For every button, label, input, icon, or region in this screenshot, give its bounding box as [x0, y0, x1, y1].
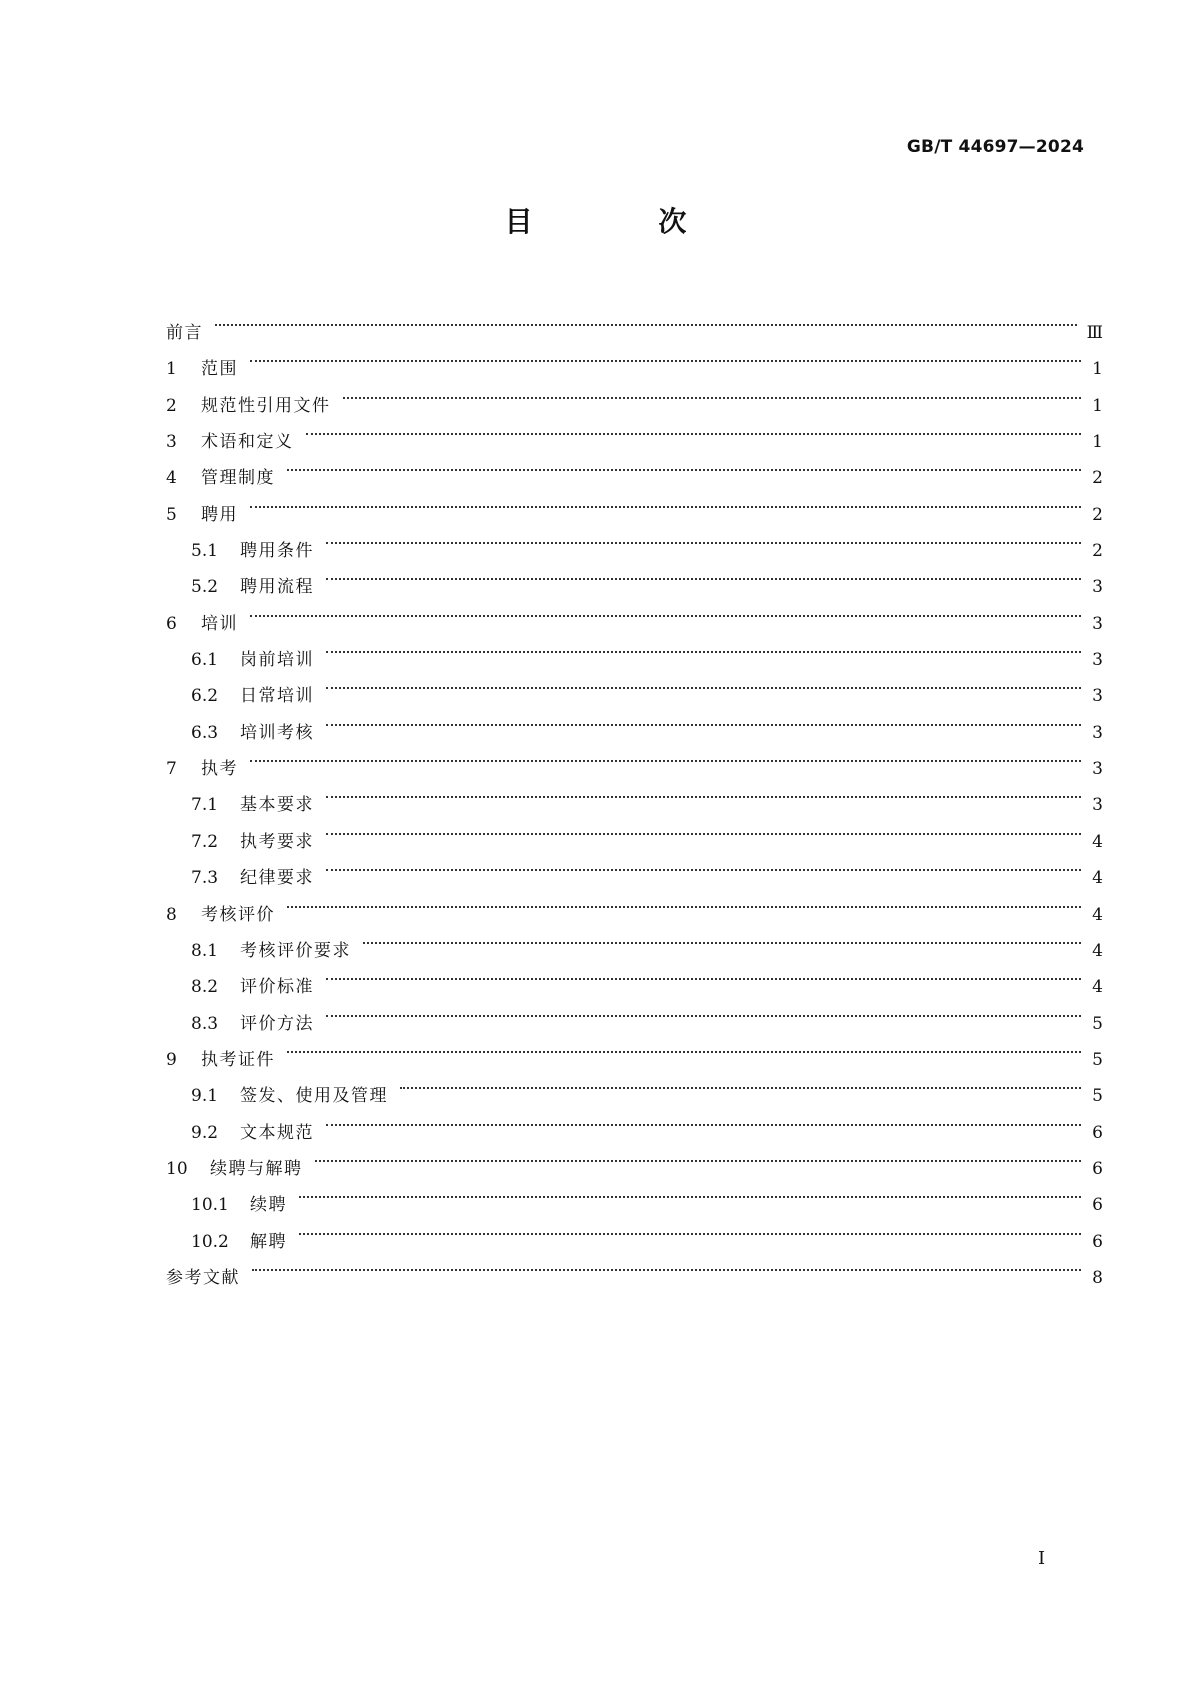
toc-dot-leader — [363, 920, 1081, 956]
toc-entry-page: 4 — [1092, 904, 1103, 925]
toc-entry-number: 1 — [166, 359, 177, 380]
toc-entry[interactable] — [166, 302, 1103, 343]
toc-dot-leader — [250, 484, 1081, 520]
toc-dot-leader — [299, 1211, 1081, 1247]
toc-entry-page: Ⅲ — [1086, 323, 1103, 343]
toc-entry-label: 聘用条件 — [240, 541, 314, 562]
toc-entry-page: 3 — [1092, 759, 1103, 780]
toc-entry[interactable] — [166, 338, 1103, 380]
toc-entry-page: 3 — [1092, 722, 1103, 743]
toc-entry[interactable] — [166, 520, 1103, 562]
toc-entry-label: 术语和定义 — [201, 432, 294, 453]
toc-entry-label: 规范性引用文件 — [201, 395, 331, 416]
toc-entry-page: 1 — [1092, 432, 1103, 453]
toc-entry-label: 评价标准 — [240, 977, 314, 998]
toc-entry-label: 执考 — [201, 759, 238, 780]
toc-entry[interactable] — [166, 738, 1103, 780]
toc-entry-page: 2 — [1092, 468, 1103, 489]
toc-entry-number: 9.2 — [191, 1122, 219, 1143]
toc-dot-leader — [326, 1102, 1081, 1138]
toc-entry-label: 前言 — [166, 323, 203, 343]
toc-dot-leader — [287, 1029, 1081, 1065]
toc-entry[interactable] — [166, 1065, 1103, 1107]
toc-dot-leader — [326, 665, 1081, 701]
toc-entry[interactable] — [166, 375, 1103, 416]
toc-entry-number: 6.2 — [191, 686, 219, 707]
toc-entry-page: 2 — [1092, 504, 1103, 525]
toc-dot-leader — [250, 593, 1081, 629]
toc-dot-leader — [326, 811, 1081, 847]
toc-entry-number: 9 — [166, 1049, 177, 1070]
toc-entry-page: 1 — [1092, 359, 1103, 380]
toc-dot-leader — [326, 629, 1081, 665]
toc-entry-label: 解聘 — [250, 1231, 287, 1252]
page-title: 目 次 — [504, 205, 745, 238]
toc-entry-label: 聘用 — [201, 504, 238, 525]
toc-entry-number: 8 — [166, 904, 177, 925]
toc-dot-leader — [326, 520, 1081, 556]
toc-entry-number: 7.1 — [191, 795, 219, 816]
toc-entry-label: 范围 — [201, 359, 238, 380]
toc-entry[interactable] — [166, 920, 1103, 961]
toc-entry-label: 文本规范 — [240, 1122, 314, 1143]
toc-entry-page: 6 — [1092, 1158, 1103, 1179]
page-number: I — [1038, 1548, 1046, 1569]
toc-entry-number: 8.3 — [191, 1013, 219, 1034]
toc-entry-label: 培训考核 — [240, 722, 314, 743]
toc-entry-number: 7.2 — [191, 831, 219, 852]
toc-entry-number: 8.1 — [191, 940, 219, 961]
toc-entry-label: 执考证件 — [201, 1049, 275, 1070]
toc-entry-label: 考核评价要求 — [240, 940, 351, 961]
toc-dot-leader — [326, 847, 1081, 883]
toc-entry-page: 6 — [1092, 1195, 1103, 1216]
toc-entry[interactable] — [166, 884, 1103, 925]
toc-entry[interactable] — [166, 593, 1103, 634]
toc-entry-page: 5 — [1092, 1086, 1103, 1107]
toc-entry-page: 6 — [1092, 1231, 1103, 1252]
toc-dot-leader — [326, 556, 1081, 592]
toc-entry-number: 8.2 — [191, 977, 219, 998]
toc-entry-number: 6.1 — [191, 650, 219, 671]
toc-entry[interactable] — [166, 1029, 1103, 1070]
toc-entry-number: 7 — [166, 759, 177, 780]
toc-entry-page: 3 — [1092, 613, 1103, 634]
toc-entry-label: 培训 — [201, 613, 238, 634]
toc-entry-number: 10.1 — [191, 1195, 229, 1216]
toc-entry[interactable] — [166, 484, 1103, 525]
toc-entry-label: 评价方法 — [240, 1013, 314, 1034]
toc-entry-page: 3 — [1092, 650, 1103, 671]
toc-entry-number: 5 — [166, 504, 177, 525]
toc-entry-page: 5 — [1092, 1049, 1103, 1070]
toc-entry-number: 5.2 — [191, 577, 219, 598]
toc-dot-leader — [306, 411, 1082, 447]
toc-entry[interactable] — [166, 411, 1103, 453]
toc-entry-label: 考核评价 — [201, 904, 275, 925]
toc-entry-label: 基本要求 — [240, 795, 314, 816]
toc-entry-number: 6.3 — [191, 722, 219, 743]
toc-dot-leader — [250, 738, 1081, 774]
table-of-contents — [166, 302, 1103, 1288]
toc-entry-number: 10.2 — [191, 1231, 229, 1252]
toc-entry-page: 3 — [1092, 795, 1103, 816]
toc-entry-number: 4 — [166, 468, 177, 489]
standard-number: GB/T 44697—2024 — [906, 137, 1084, 157]
toc-entry-page: 1 — [1092, 395, 1103, 416]
toc-entry-page: 5 — [1092, 1013, 1103, 1034]
toc-entry-page: 3 — [1092, 686, 1103, 707]
toc-entry-number: 7.3 — [191, 868, 219, 889]
toc-entry-number: 9.1 — [191, 1086, 219, 1107]
toc-entry-label: 日常培训 — [240, 686, 314, 707]
toc-dot-leader — [326, 774, 1081, 810]
toc-dot-leader — [215, 302, 1077, 338]
toc-entry-label: 续聘与解聘 — [210, 1158, 303, 1179]
toc-entry-page: 2 — [1092, 541, 1103, 562]
toc-entry-number: 3 — [166, 432, 177, 453]
toc-dot-leader — [250, 338, 1081, 374]
toc-dot-leader — [315, 1138, 1082, 1174]
toc-entry[interactable] — [166, 1174, 1103, 1216]
toc-entry-label: 签发、使用及管理 — [240, 1086, 388, 1107]
toc-entry-page: 4 — [1092, 868, 1103, 889]
toc-dot-leader — [287, 884, 1081, 920]
toc-entry-page: 4 — [1092, 940, 1103, 961]
toc-dot-leader — [252, 1247, 1081, 1283]
toc-entry-page: 8 — [1092, 1267, 1103, 1288]
toc-entry-page: 3 — [1092, 577, 1103, 598]
toc-entry-number: 2 — [166, 395, 177, 416]
toc-dot-leader — [400, 1065, 1081, 1101]
toc-entry-label: 执考要求 — [240, 831, 314, 852]
toc-entry-page: 4 — [1092, 831, 1103, 852]
toc-dot-leader — [326, 702, 1081, 738]
toc-entry[interactable] — [166, 774, 1103, 816]
toc-entry-number: 6 — [166, 613, 177, 634]
toc-dot-leader — [326, 993, 1081, 1029]
toc-dot-leader — [299, 1174, 1081, 1210]
toc-dot-leader — [287, 447, 1081, 483]
toc-entry-label: 岗前培训 — [240, 650, 314, 671]
toc-entry[interactable] — [166, 1211, 1103, 1252]
toc-entry-label: 聘用流程 — [240, 577, 314, 598]
toc-entry-label: 纪律要求 — [240, 868, 314, 889]
toc-entry[interactable] — [166, 1247, 1103, 1288]
toc-entry-number: 5.1 — [191, 541, 219, 562]
toc-dot-leader — [343, 375, 1082, 411]
toc-entry-label: 管理制度 — [201, 468, 275, 489]
toc-dot-leader — [326, 956, 1081, 992]
toc-entry-label: 续聘 — [250, 1195, 287, 1216]
toc-entry[interactable] — [166, 447, 1103, 489]
toc-entry-label: 参考文献 — [166, 1267, 240, 1288]
toc-entry-page: 6 — [1092, 1122, 1103, 1143]
toc-entry-page: 4 — [1092, 977, 1103, 998]
toc-entry[interactable] — [166, 629, 1103, 671]
toc-entry-number: 10 — [166, 1158, 188, 1179]
